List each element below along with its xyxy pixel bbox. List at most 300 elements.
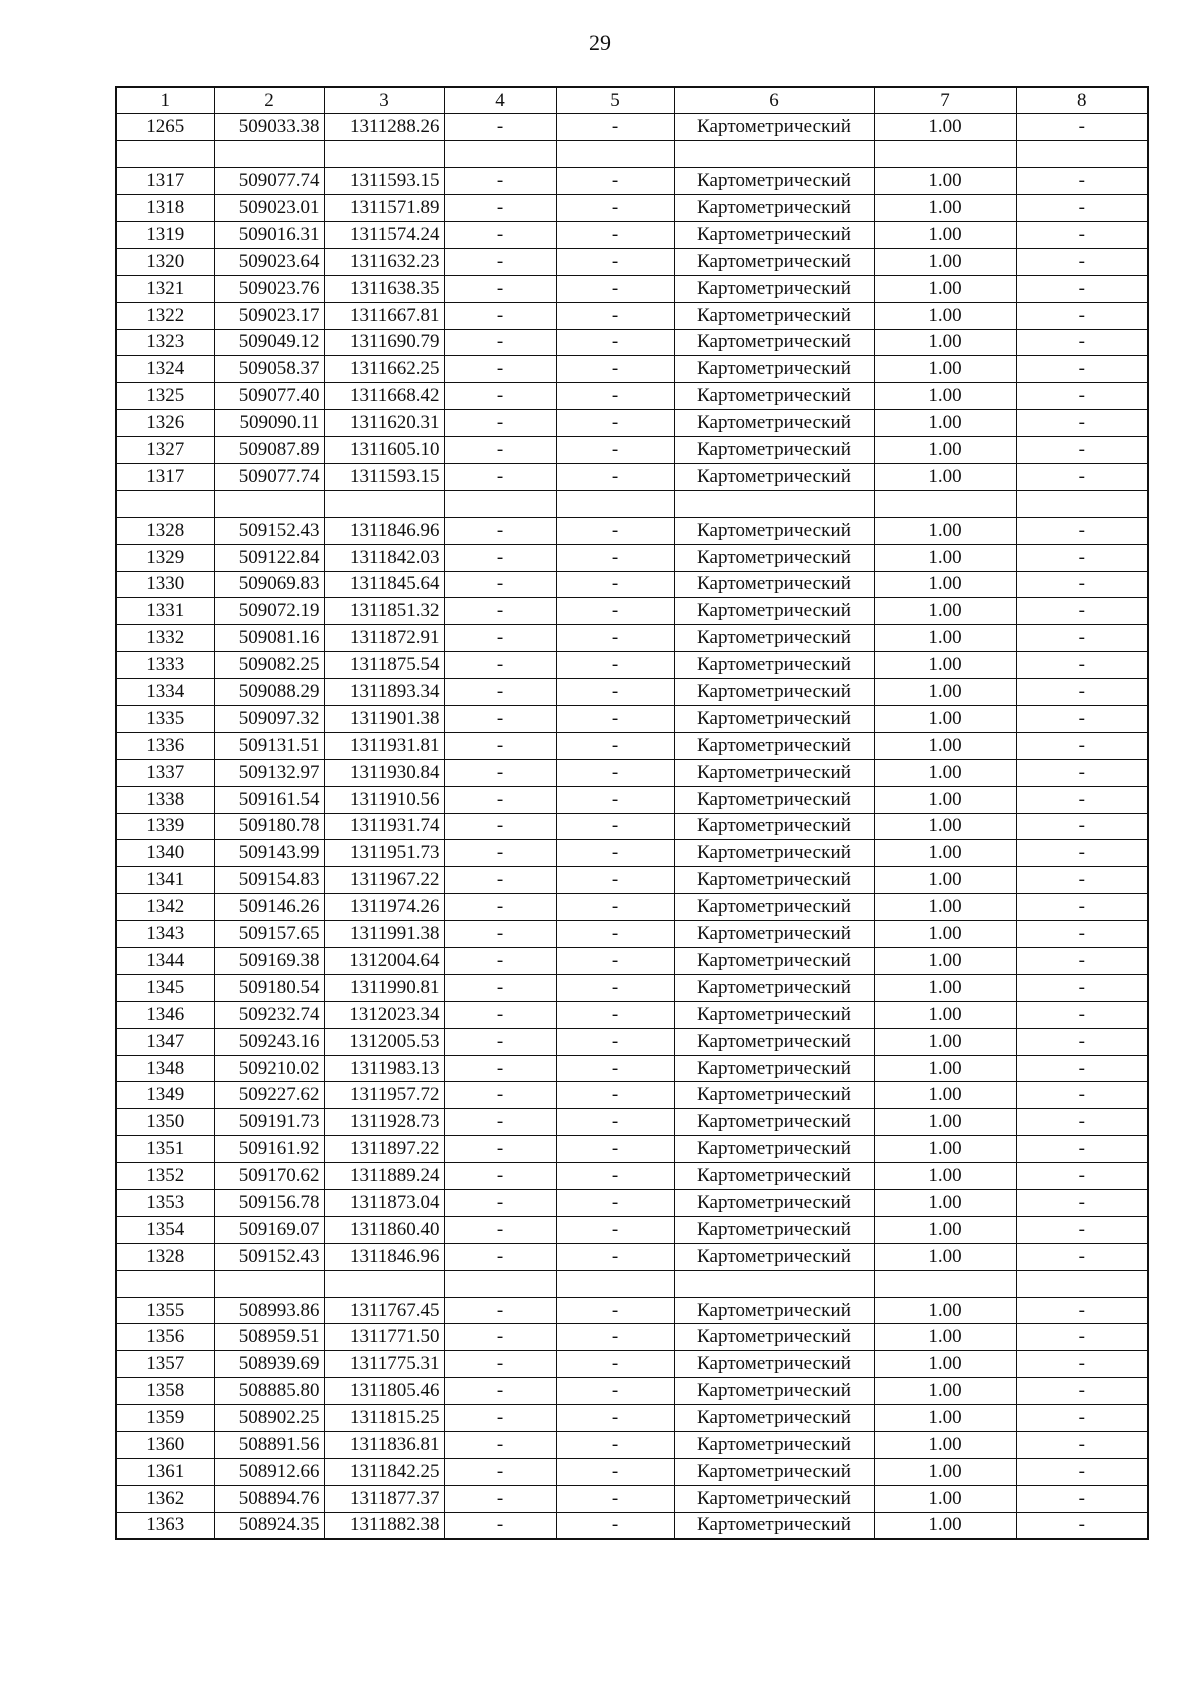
- col8-cell: -: [1016, 1432, 1148, 1459]
- method-cell: Картометрический: [674, 221, 874, 248]
- accuracy-cell: 1.00: [874, 275, 1016, 302]
- point-number-cell: 1326: [116, 410, 214, 437]
- x-coordinate-cell: 509243.16: [214, 1028, 324, 1055]
- col4-cell: -: [444, 1028, 556, 1055]
- accuracy-cell: 1.00: [874, 1512, 1016, 1539]
- col8-cell: -: [1016, 275, 1148, 302]
- point-number-cell: 1344: [116, 948, 214, 975]
- header-cell-8: 8: [1016, 87, 1148, 114]
- method-cell: Картометрический: [674, 1324, 874, 1351]
- point-number-cell: 1358: [116, 1378, 214, 1405]
- method-cell: Картометрический: [674, 517, 874, 544]
- accuracy-cell: 1.00: [874, 1082, 1016, 1109]
- point-number-cell: [116, 1270, 214, 1297]
- y-coordinate-cell: 1311842.25: [324, 1458, 444, 1485]
- table-row: [116, 329, 1148, 356]
- table-row: [116, 1405, 1148, 1432]
- y-coordinate-cell: 1311991.38: [324, 921, 444, 948]
- y-coordinate-cell: [324, 141, 444, 168]
- table-row: [116, 1190, 1148, 1217]
- point-number-cell: 1334: [116, 679, 214, 706]
- col5-cell: -: [556, 1190, 674, 1217]
- table-row: [116, 1485, 1148, 1512]
- col4-cell: -: [444, 1190, 556, 1217]
- x-coordinate-cell: 509143.99: [214, 840, 324, 867]
- col5-cell: -: [556, 1458, 674, 1485]
- x-coordinate-cell: 509132.97: [214, 759, 324, 786]
- method-cell: Картометрический: [674, 786, 874, 813]
- table-row: [116, 1458, 1148, 1485]
- col4-cell: -: [444, 248, 556, 275]
- accuracy-cell: 1.00: [874, 1055, 1016, 1082]
- accuracy-cell: 1.00: [874, 1297, 1016, 1324]
- col4-cell: -: [444, 1136, 556, 1163]
- col5-cell: -: [556, 786, 674, 813]
- x-coordinate-cell: 509161.54: [214, 786, 324, 813]
- col5-cell: -: [556, 544, 674, 571]
- point-number-cell: 1341: [116, 867, 214, 894]
- accuracy-cell: 1.00: [874, 1001, 1016, 1028]
- x-coordinate-cell: 509082.25: [214, 652, 324, 679]
- method-cell: Картометрический: [674, 1297, 874, 1324]
- accuracy-cell: 1.00: [874, 248, 1016, 275]
- page-number: 29: [589, 30, 611, 55]
- col5-cell: -: [556, 383, 674, 410]
- col8-cell: -: [1016, 625, 1148, 652]
- y-coordinate-cell: 1311593.15: [324, 463, 444, 490]
- point-number-cell: 1338: [116, 786, 214, 813]
- table-row: [116, 732, 1148, 759]
- col4-cell: -: [444, 275, 556, 302]
- method-cell: Картометрический: [674, 1512, 874, 1539]
- x-coordinate-cell: 509090.11: [214, 410, 324, 437]
- x-coordinate-cell: 509180.54: [214, 974, 324, 1001]
- col4-cell: -: [444, 974, 556, 1001]
- point-number-cell: 1318: [116, 195, 214, 222]
- col4-cell: -: [444, 1378, 556, 1405]
- point-number-cell: 1320: [116, 248, 214, 275]
- point-number-cell: 1319: [116, 221, 214, 248]
- col8-cell: [1016, 141, 1148, 168]
- col4-cell: -: [444, 732, 556, 759]
- accuracy-cell: 1.00: [874, 356, 1016, 383]
- x-coordinate-cell: 509023.01: [214, 195, 324, 222]
- y-coordinate-cell: 1311632.23: [324, 248, 444, 275]
- accuracy-cell: 1.00: [874, 302, 1016, 329]
- y-coordinate-cell: 1311605.10: [324, 437, 444, 464]
- method-cell: Картометрический: [674, 356, 874, 383]
- col8-cell: -: [1016, 463, 1148, 490]
- x-coordinate-cell: 509058.37: [214, 356, 324, 383]
- x-coordinate-cell: 509072.19: [214, 598, 324, 625]
- col4-cell: -: [444, 948, 556, 975]
- point-number-cell: 1345: [116, 974, 214, 1001]
- method-cell: Картометрический: [674, 1432, 874, 1459]
- x-coordinate-cell: 508885.80: [214, 1378, 324, 1405]
- accuracy-cell: 1.00: [874, 1028, 1016, 1055]
- point-number-cell: 1353: [116, 1190, 214, 1217]
- y-coordinate-cell: 1311951.73: [324, 840, 444, 867]
- col5-cell: -: [556, 221, 674, 248]
- col4-cell: [444, 1270, 556, 1297]
- col8-cell: -: [1016, 974, 1148, 1001]
- y-coordinate-cell: 1312005.53: [324, 1028, 444, 1055]
- col4-cell: -: [444, 705, 556, 732]
- x-coordinate-cell: 509131.51: [214, 732, 324, 759]
- point-number-cell: 1332: [116, 625, 214, 652]
- x-coordinate-cell: 508924.35: [214, 1512, 324, 1539]
- col5-cell: -: [556, 195, 674, 222]
- accuracy-cell: 1.00: [874, 383, 1016, 410]
- table-row: [116, 463, 1148, 490]
- col5-cell: -: [556, 168, 674, 195]
- point-number-cell: [116, 490, 214, 517]
- col8-cell: -: [1016, 1458, 1148, 1485]
- method-cell: Картометрический: [674, 1163, 874, 1190]
- y-coordinate-cell: 1311872.91: [324, 625, 444, 652]
- method-cell: Картометрический: [674, 894, 874, 921]
- point-number-cell: 1351: [116, 1136, 214, 1163]
- y-coordinate-cell: 1311931.81: [324, 732, 444, 759]
- accuracy-cell: 1.00: [874, 894, 1016, 921]
- table-row: [116, 383, 1148, 410]
- y-coordinate-cell: 1311767.45: [324, 1297, 444, 1324]
- accuracy-cell: 1.00: [874, 1216, 1016, 1243]
- table-row: [116, 1163, 1148, 1190]
- x-coordinate-cell: 509023.64: [214, 248, 324, 275]
- x-coordinate-cell: 509169.07: [214, 1216, 324, 1243]
- accuracy-cell: 1.00: [874, 329, 1016, 356]
- x-coordinate-cell: 508993.86: [214, 1297, 324, 1324]
- col4-cell: -: [444, 894, 556, 921]
- col5-cell: -: [556, 1243, 674, 1270]
- col4-cell: -: [444, 921, 556, 948]
- col5-cell: -: [556, 1351, 674, 1378]
- point-number-cell: 1322: [116, 302, 214, 329]
- y-coordinate-cell: 1311901.38: [324, 705, 444, 732]
- method-cell: Картометрический: [674, 652, 874, 679]
- table-row: [116, 705, 1148, 732]
- x-coordinate-cell: 509088.29: [214, 679, 324, 706]
- x-coordinate-cell: 508939.69: [214, 1351, 324, 1378]
- x-coordinate-cell: 509152.43: [214, 517, 324, 544]
- col5-cell: -: [556, 248, 674, 275]
- col8-cell: -: [1016, 598, 1148, 625]
- table-row: [116, 652, 1148, 679]
- accuracy-cell: 1.00: [874, 948, 1016, 975]
- col5-cell: -: [556, 598, 674, 625]
- table-row: [116, 517, 1148, 544]
- method-cell: Картометрический: [674, 410, 874, 437]
- point-number-cell: 1349: [116, 1082, 214, 1109]
- point-number-cell: 1328: [116, 1243, 214, 1270]
- col8-cell: -: [1016, 221, 1148, 248]
- y-coordinate-cell: 1311889.24: [324, 1163, 444, 1190]
- col8-cell: -: [1016, 1109, 1148, 1136]
- col8-cell: -: [1016, 1190, 1148, 1217]
- col8-cell: [1016, 490, 1148, 517]
- table-row: [116, 195, 1148, 222]
- x-coordinate-cell: 509210.02: [214, 1055, 324, 1082]
- point-number-cell: 1354: [116, 1216, 214, 1243]
- point-number-cell: 1328: [116, 517, 214, 544]
- y-coordinate-cell: 1311877.37: [324, 1485, 444, 1512]
- col4-cell: -: [444, 679, 556, 706]
- y-coordinate-cell: 1311967.22: [324, 867, 444, 894]
- method-cell: Картометрический: [674, 1405, 874, 1432]
- x-coordinate-cell: 508891.56: [214, 1432, 324, 1459]
- y-coordinate-cell: 1311846.96: [324, 517, 444, 544]
- accuracy-cell: 1.00: [874, 1378, 1016, 1405]
- x-coordinate-cell: 509081.16: [214, 625, 324, 652]
- header-cell-2: 2: [214, 87, 324, 114]
- point-number-cell: 1363: [116, 1512, 214, 1539]
- y-coordinate-cell: 1311875.54: [324, 652, 444, 679]
- y-coordinate-cell: 1311593.15: [324, 168, 444, 195]
- y-coordinate-cell: 1311771.50: [324, 1324, 444, 1351]
- table-row: [116, 1082, 1148, 1109]
- x-coordinate-cell: 509077.74: [214, 463, 324, 490]
- y-coordinate-cell: 1311931.74: [324, 813, 444, 840]
- col5-cell: -: [556, 948, 674, 975]
- y-coordinate-cell: 1311638.35: [324, 275, 444, 302]
- col4-cell: [444, 490, 556, 517]
- accuracy-cell: 1.00: [874, 705, 1016, 732]
- point-number-cell: 1347: [116, 1028, 214, 1055]
- x-coordinate-cell: 508894.76: [214, 1485, 324, 1512]
- accuracy-cell: 1.00: [874, 221, 1016, 248]
- accuracy-cell: 1.00: [874, 517, 1016, 544]
- table-row: [116, 759, 1148, 786]
- col5-cell: -: [556, 1485, 674, 1512]
- point-number-cell: 1336: [116, 732, 214, 759]
- method-cell: Картометрический: [674, 1458, 874, 1485]
- col5-cell: -: [556, 410, 674, 437]
- y-coordinate-cell: 1311805.46: [324, 1378, 444, 1405]
- col8-cell: -: [1016, 921, 1148, 948]
- col8-cell: -: [1016, 1351, 1148, 1378]
- table-row: [116, 221, 1148, 248]
- point-number-cell: 1327: [116, 437, 214, 464]
- method-cell: Картометрический: [674, 598, 874, 625]
- method-cell: Картометрический: [674, 921, 874, 948]
- col8-cell: -: [1016, 1163, 1148, 1190]
- point-number-cell: 1323: [116, 329, 214, 356]
- col4-cell: -: [444, 517, 556, 544]
- method-cell: Картометрический: [674, 732, 874, 759]
- col5-cell: -: [556, 1216, 674, 1243]
- accuracy-cell: [874, 141, 1016, 168]
- col8-cell: -: [1016, 410, 1148, 437]
- y-coordinate-cell: 1311873.04: [324, 1190, 444, 1217]
- col5-cell: -: [556, 1055, 674, 1082]
- method-cell: Картометрический: [674, 679, 874, 706]
- point-number-cell: 1317: [116, 463, 214, 490]
- x-coordinate-cell: 509033.38: [214, 114, 324, 141]
- col8-cell: -: [1016, 1297, 1148, 1324]
- x-coordinate-cell: 509023.17: [214, 302, 324, 329]
- accuracy-cell: 1.00: [874, 679, 1016, 706]
- col5-cell: -: [556, 732, 674, 759]
- col5-cell: -: [556, 705, 674, 732]
- col5-cell: -: [556, 356, 674, 383]
- point-number-cell: 1346: [116, 1001, 214, 1028]
- col4-cell: -: [444, 813, 556, 840]
- col8-cell: -: [1016, 1324, 1148, 1351]
- x-coordinate-cell: 509191.73: [214, 1109, 324, 1136]
- col8-cell: -: [1016, 517, 1148, 544]
- point-number-cell: 1356: [116, 1324, 214, 1351]
- col5-cell: -: [556, 1378, 674, 1405]
- method-cell: Картометрический: [674, 840, 874, 867]
- y-coordinate-cell: 1311662.25: [324, 356, 444, 383]
- method-cell: Картометрический: [674, 1028, 874, 1055]
- point-number-cell: 1317: [116, 168, 214, 195]
- accuracy-cell: 1.00: [874, 1190, 1016, 1217]
- point-number-cell: 1339: [116, 813, 214, 840]
- col8-cell: -: [1016, 894, 1148, 921]
- method-cell: [674, 1270, 874, 1297]
- method-cell: Картометрический: [674, 302, 874, 329]
- col5-cell: -: [556, 1324, 674, 1351]
- method-cell: Картометрический: [674, 1109, 874, 1136]
- col8-cell: -: [1016, 1485, 1148, 1512]
- accuracy-cell: 1.00: [874, 1485, 1016, 1512]
- method-cell: Картометрический: [674, 248, 874, 275]
- accuracy-cell: 1.00: [874, 813, 1016, 840]
- y-coordinate-cell: 1311882.38: [324, 1512, 444, 1539]
- y-coordinate-cell: 1311288.26: [324, 114, 444, 141]
- col5-cell: [556, 1270, 674, 1297]
- col4-cell: -: [444, 114, 556, 141]
- table-row: [116, 490, 1148, 517]
- accuracy-cell: 1.00: [874, 1405, 1016, 1432]
- point-number-cell: 1331: [116, 598, 214, 625]
- y-coordinate-cell: 1312023.34: [324, 1001, 444, 1028]
- method-cell: Картометрический: [674, 1001, 874, 1028]
- col4-cell: -: [444, 1001, 556, 1028]
- y-coordinate-cell: 1311897.22: [324, 1136, 444, 1163]
- x-coordinate-cell: 509077.74: [214, 168, 324, 195]
- table-row: [116, 679, 1148, 706]
- col5-cell: -: [556, 302, 674, 329]
- col4-cell: -: [444, 221, 556, 248]
- col4-cell: -: [444, 625, 556, 652]
- col8-cell: -: [1016, 1001, 1148, 1028]
- table-row: [116, 544, 1148, 571]
- accuracy-cell: 1.00: [874, 840, 1016, 867]
- y-coordinate-cell: 1311974.26: [324, 894, 444, 921]
- col5-cell: -: [556, 329, 674, 356]
- col8-cell: -: [1016, 1405, 1148, 1432]
- y-coordinate-cell: 1311620.31: [324, 410, 444, 437]
- col4-cell: -: [444, 1485, 556, 1512]
- col8-cell: -: [1016, 383, 1148, 410]
- y-coordinate-cell: 1311910.56: [324, 786, 444, 813]
- header-cell-4: 4: [444, 87, 556, 114]
- point-number-cell: 1357: [116, 1351, 214, 1378]
- method-cell: Картометрический: [674, 705, 874, 732]
- col5-cell: -: [556, 1028, 674, 1055]
- y-coordinate-cell: 1311893.34: [324, 679, 444, 706]
- accuracy-cell: 1.00: [874, 974, 1016, 1001]
- y-coordinate-cell: 1311842.03: [324, 544, 444, 571]
- col4-cell: -: [444, 410, 556, 437]
- y-coordinate-cell: 1311928.73: [324, 1109, 444, 1136]
- x-coordinate-cell: 509169.38: [214, 948, 324, 975]
- col5-cell: -: [556, 625, 674, 652]
- point-number-cell: 1348: [116, 1055, 214, 1082]
- col5-cell: -: [556, 867, 674, 894]
- point-number-cell: 1359: [116, 1405, 214, 1432]
- table-row: [116, 1432, 1148, 1459]
- x-coordinate-cell: 509077.40: [214, 383, 324, 410]
- col5-cell: -: [556, 1512, 674, 1539]
- col4-cell: -: [444, 1297, 556, 1324]
- col4-cell: -: [444, 1458, 556, 1485]
- table-row: [116, 1055, 1148, 1082]
- col4-cell: -: [444, 1324, 556, 1351]
- accuracy-cell: 1.00: [874, 652, 1016, 679]
- y-coordinate-cell: 1311574.24: [324, 221, 444, 248]
- method-cell: Картометрический: [674, 948, 874, 975]
- point-number-cell: 1330: [116, 571, 214, 598]
- table-row: [116, 302, 1148, 329]
- point-number-cell: [116, 141, 214, 168]
- x-coordinate-cell: 509023.76: [214, 275, 324, 302]
- header-cell-1: 1: [116, 87, 214, 114]
- table-row: [116, 1216, 1148, 1243]
- col5-cell: -: [556, 571, 674, 598]
- col8-cell: -: [1016, 652, 1148, 679]
- col4-cell: -: [444, 840, 556, 867]
- table-row: [116, 1028, 1148, 1055]
- method-cell: Картометрический: [674, 195, 874, 222]
- y-coordinate-cell: 1311930.84: [324, 759, 444, 786]
- header-cell-6: 6: [674, 87, 874, 114]
- accuracy-cell: 1.00: [874, 759, 1016, 786]
- method-cell: Картометрический: [674, 1190, 874, 1217]
- col5-cell: -: [556, 437, 674, 464]
- table-row: [116, 168, 1148, 195]
- accuracy-cell: 1.00: [874, 1109, 1016, 1136]
- accuracy-cell: 1.00: [874, 1458, 1016, 1485]
- accuracy-cell: 1.00: [874, 463, 1016, 490]
- accuracy-cell: 1.00: [874, 1351, 1016, 1378]
- table-row: [116, 1324, 1148, 1351]
- method-cell: Картометрический: [674, 275, 874, 302]
- method-cell: Картометрический: [674, 625, 874, 652]
- col8-cell: -: [1016, 437, 1148, 464]
- col4-cell: -: [444, 1512, 556, 1539]
- accuracy-cell: 1.00: [874, 598, 1016, 625]
- table-row: [116, 894, 1148, 921]
- col8-cell: -: [1016, 1243, 1148, 1270]
- col8-cell: -: [1016, 1082, 1148, 1109]
- method-cell: Картометрический: [674, 329, 874, 356]
- point-number-cell: 1340: [116, 840, 214, 867]
- x-coordinate-cell: [214, 490, 324, 517]
- accuracy-cell: 1.00: [874, 195, 1016, 222]
- col4-cell: -: [444, 437, 556, 464]
- col8-cell: -: [1016, 1512, 1148, 1539]
- col8-cell: -: [1016, 759, 1148, 786]
- col8-cell: -: [1016, 571, 1148, 598]
- y-coordinate-cell: 1311957.72: [324, 1082, 444, 1109]
- col5-cell: -: [556, 275, 674, 302]
- point-number-cell: 1362: [116, 1485, 214, 1512]
- table-row: [116, 921, 1148, 948]
